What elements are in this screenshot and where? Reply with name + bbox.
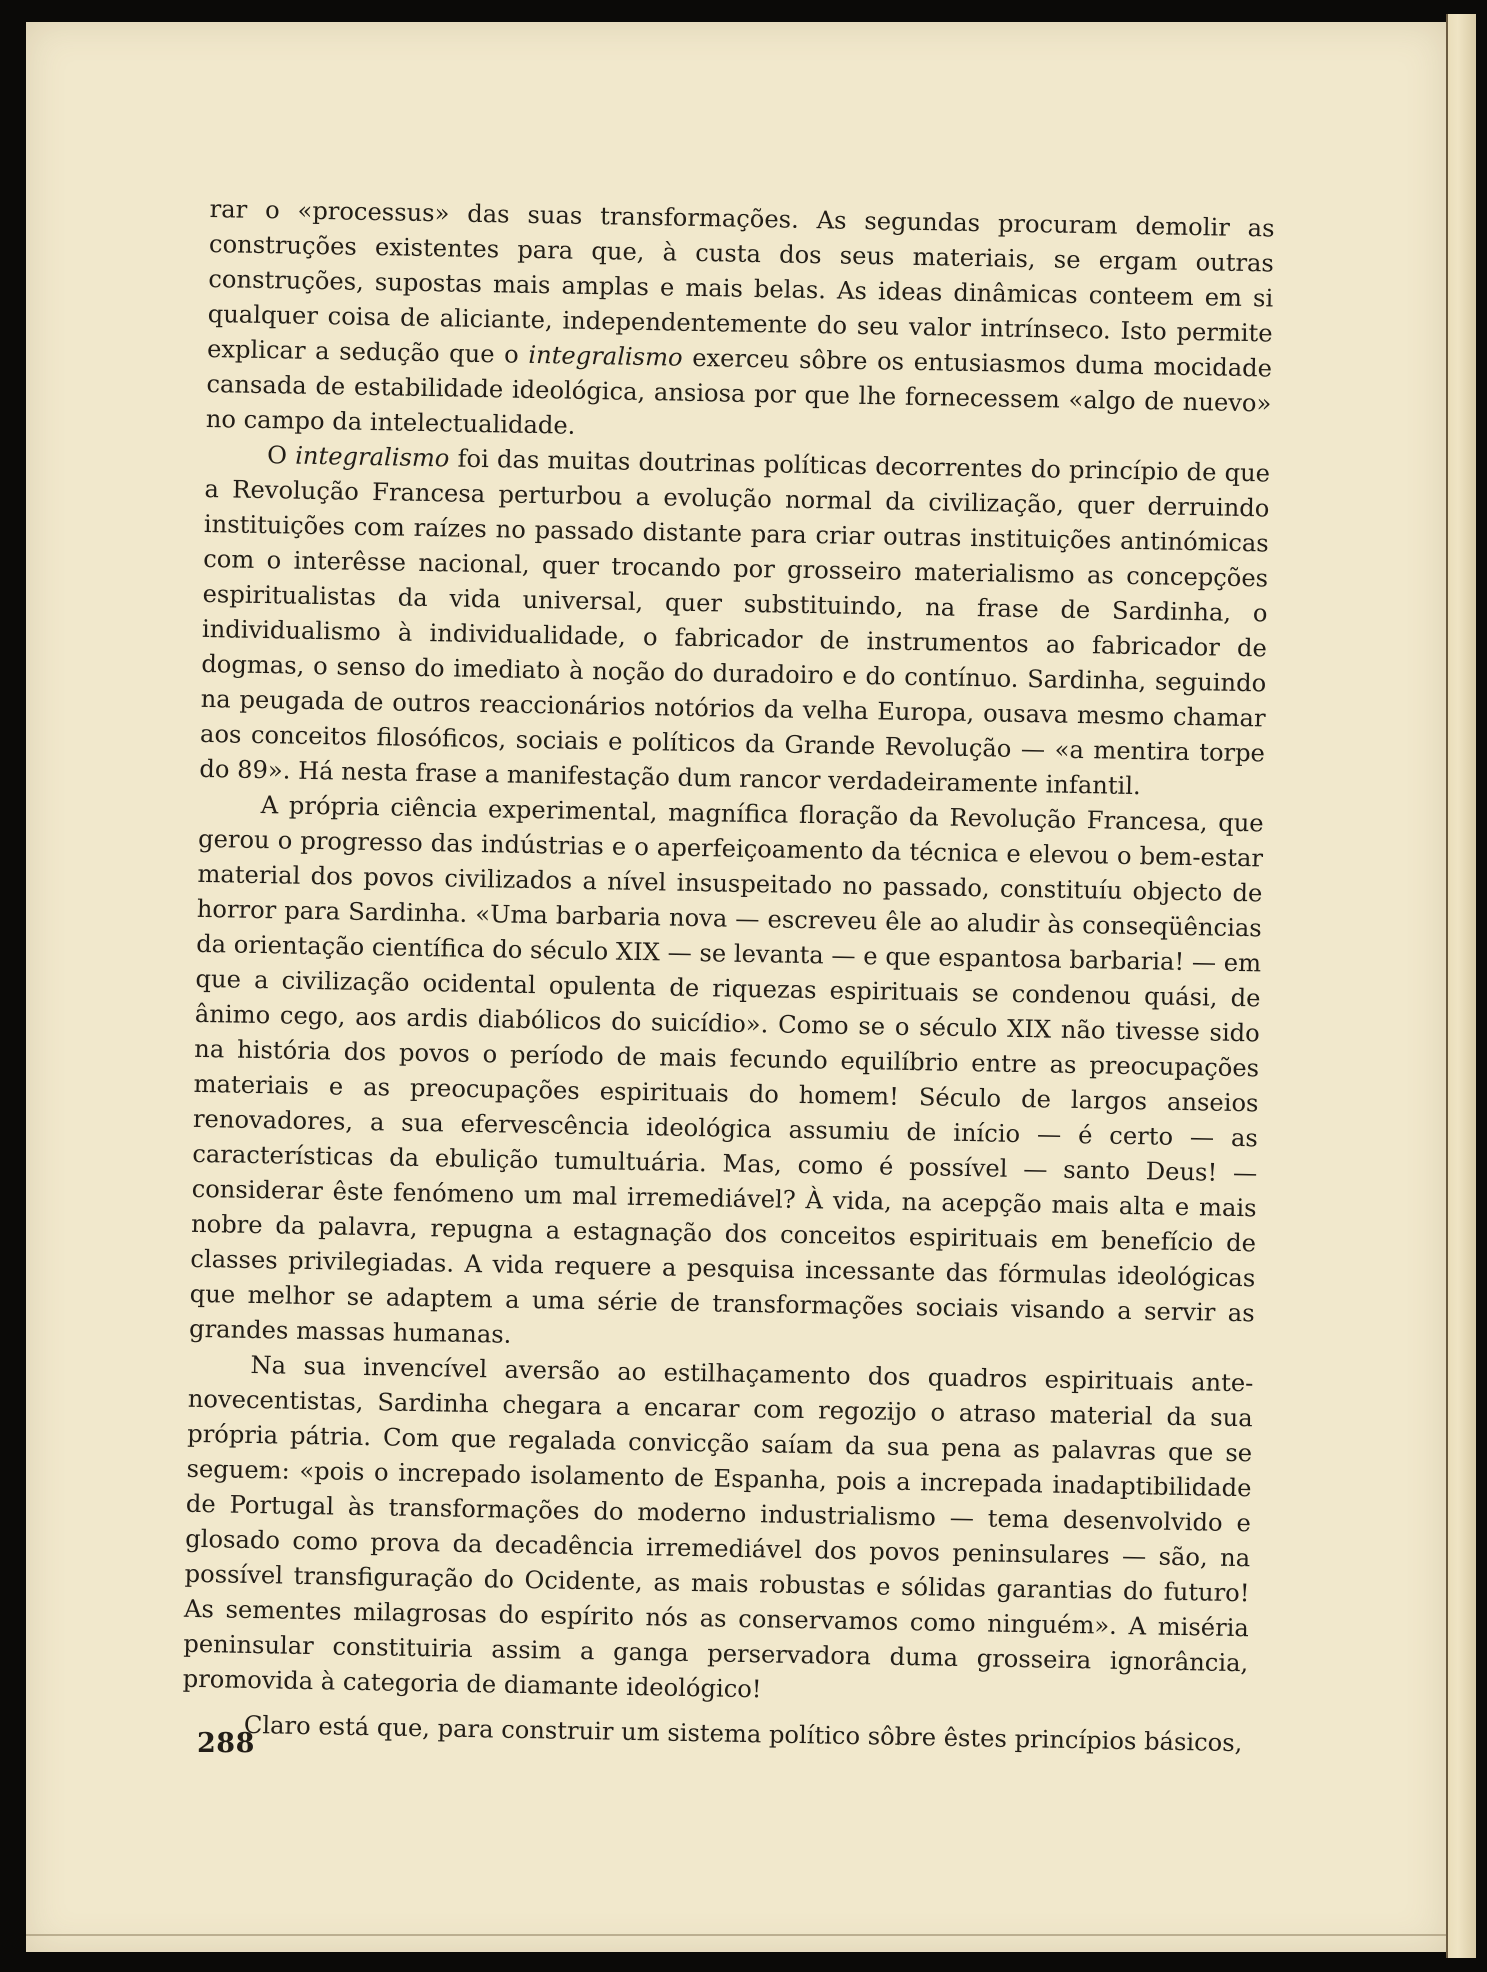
page-bottom-edge [26, 1934, 1446, 1936]
paragraph-3 [189, 787, 1264, 1366]
paragraph-1-text-a: rar o «processus» das suas transformações. As segundas procuram demolir as construções existentes para que, à custa dos seus materiais, se ergam outras construções, supostas mais amplas e mais belas. As ideas dinâmicas conteem em si qualquer coisa de aliciante, independentemente do seu valor intrínseco. Isto permite explicar a sedução que o [206, 194, 1275, 369]
body-text [182, 192, 1275, 1761]
paragraph-2 [199, 437, 1270, 806]
paragraph-1-text-b: exerceu sôbre os entusiasmos duma mocidade cansada de estabilidade ideológica, ansiosa por que lhe fornecessem «algo de nuevo» no campo da intelectualidade. [205, 343, 1273, 440]
paragraph-2-text-b: foi das muitas doutrinas políticas decorrentes do princípio de que a Revolução Francesa perturbou a evolução normal da civilização, quer derruindo instituições com raízes no passado distante para criar outras instituições antinómicas com o interêsse nacional, quer trocando por grosseiro materialismo as concepções espiritualistas da vida universal, quer substituindo, na frase de Sardinha, o individualismo à individualidade, o fabricador de instrumentos ao fabricador de dogmas, o senso do imediato à noção do duradoiro e do contínuo. Sardinha, seguindo na peugada de outros reaccionários notórios da velha Europa, ousava mesmo chamar aos conceitos filosóficos, sociais e políticos da Grande Revolução — «a mentira torpe do 89». Há nesta frase a manifestação dum rancor verdadeiramente infantil. [199, 444, 1271, 801]
paragraph-5-text: Claro está que, para construir um sistema político sôbre êstes princípios básicos, [243, 1710, 1243, 1758]
paragraph-4 [182, 1347, 1253, 1716]
paragraph-3-text: A própria ciência experimental, magnífica floração da Revolução Francesa, que gerou o progresso das indústrias e o aperfeiçoamento da técnica e elevou o bem-estar material dos povos civilizados a nível insuspeitado no passado, constituíu objecto de horror para Sardinha. «Uma barbaria nova — escreveu êle ao aludir às conseqüências da orientação científica do século XIX — se levanta — e que espantosa barbaria! — em que a civilização ocidental opulenta de riquezas espirituais se condenou quási, de ânimo cego, aos ardis diabólicos do suicídio». Como se o século XIX não tivesse sido na história dos povos o período de mais fecundo equilíbrio entre as preocupações materiais e as preocupações espirituais do homem! Século de largos anseios renovadores, a sua efervescência ideológica assumiu de início — é certo — as características da ebulição tumultuária. Mas, como é possível — santo Deus! — considerar êste fenómeno um mal irremediável? À vida, na acepção mais alta e mais nobre da palavra, repugna a estagnação dos conceitos espirituais em benefício de classes privilegiadas. A vida requere a pesquisa incessante das fórmulas ideológicas que melhor se adaptem a uma série de transformações sociais visando a servir as grandes massas humanas. [188, 791, 1264, 1349]
paragraph-1 [206, 192, 1275, 456]
paragraph-2-text-a: O [266, 441, 296, 470]
next-page-edge [1446, 14, 1476, 1958]
italic-term-integralismo: integralismo [528, 340, 683, 372]
italic-term-integralismo: integralismo [294, 441, 450, 473]
paragraph-4-text: Na sua invencível aversão ao estilhaçamento dos quadros espirituais ante-novecentistas, Sardinha chegara a encarar com regozijo o atraso material da sua própria pátria. Com que regalada convicção saíam da sua pena as palavras que se seguem: «pois o increpado isolamento de Espanha, pois a increpada inadaptibilidade de Portugal às transformações do moderno industrialismo — tema desenvolvido e glosado como prova da decadência irremediável dos povos peninsulares — são, na possível transfiguração do Ocidente, as mais robustas e sólidas garantias do futuro! As sementes milagrosas do espírito nós as conservamos como ninguém». A miséria peninsular constituiria assim a ganga perservadora duma grosseira ignorância, promovida à categoria de diamante ideológico! [182, 1350, 1254, 1704]
page-number: 288 [197, 1728, 255, 1759]
